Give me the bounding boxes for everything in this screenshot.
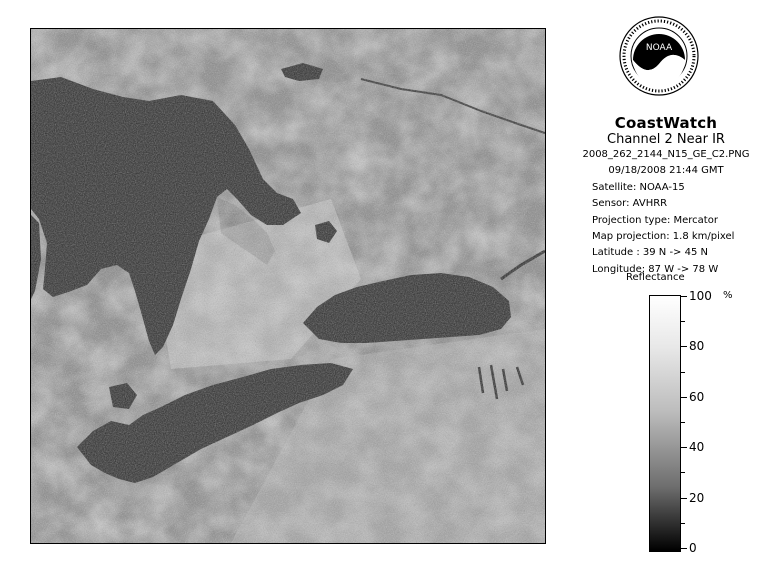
colorbar-tick — [681, 346, 687, 347]
colorbar-minor-tick — [681, 321, 685, 322]
map-projection: Map projection: 1.8 km/pixel — [592, 231, 735, 243]
metadata-panel — [556, 115, 776, 278]
satellite: Satellite: NOAA-15 — [592, 181, 685, 193]
longitude: Longitude: 87 W -> 78 W — [592, 263, 719, 275]
colorbar-tick-label: 0 — [689, 541, 697, 555]
logo-text: NOAA — [645, 43, 673, 53]
colorbar-tick — [681, 397, 687, 398]
sensor: Sensor: AVHRR — [592, 198, 668, 210]
satellite-image — [30, 28, 546, 544]
colorbar-minor-tick — [681, 523, 685, 524]
colorbar-minor-tick — [681, 422, 685, 423]
projection-type: Projection type: Mercator — [592, 214, 718, 226]
colorbar-tick — [681, 296, 687, 297]
noise-texture — [31, 29, 545, 543]
colorbar-minor-tick — [681, 372, 685, 373]
latitude: Latitude : 39 N -> 45 N — [592, 247, 708, 259]
brand-title: CoastWatch — [614, 114, 718, 132]
colorbar-tick-label: 80 — [689, 339, 705, 354]
colorbar-tick — [681, 447, 687, 448]
channel-label: Channel 2 Near IR — [607, 132, 725, 147]
colorbar-unit: % — [723, 290, 733, 301]
datetime: 09/18/2008 21:44 GMT — [608, 165, 724, 177]
satellite-map — [31, 29, 545, 543]
colorbar-tick-label: 100 — [689, 289, 712, 303]
noaa-logo — [619, 16, 699, 96]
filename: 2008_262_2144_N15_GE_C2.PNG — [582, 149, 750, 160]
colorbar — [649, 295, 681, 552]
colorbar-tick-label: 20 — [689, 490, 705, 505]
colorbar-tick — [681, 498, 687, 499]
colorbar-tick — [681, 548, 687, 549]
colorbar-minor-tick — [681, 472, 685, 473]
colorbar-title: Reflectance — [626, 272, 685, 283]
colorbar-tick-label: 40 — [689, 440, 705, 455]
colorbar-tick-label: 60 — [689, 389, 705, 404]
